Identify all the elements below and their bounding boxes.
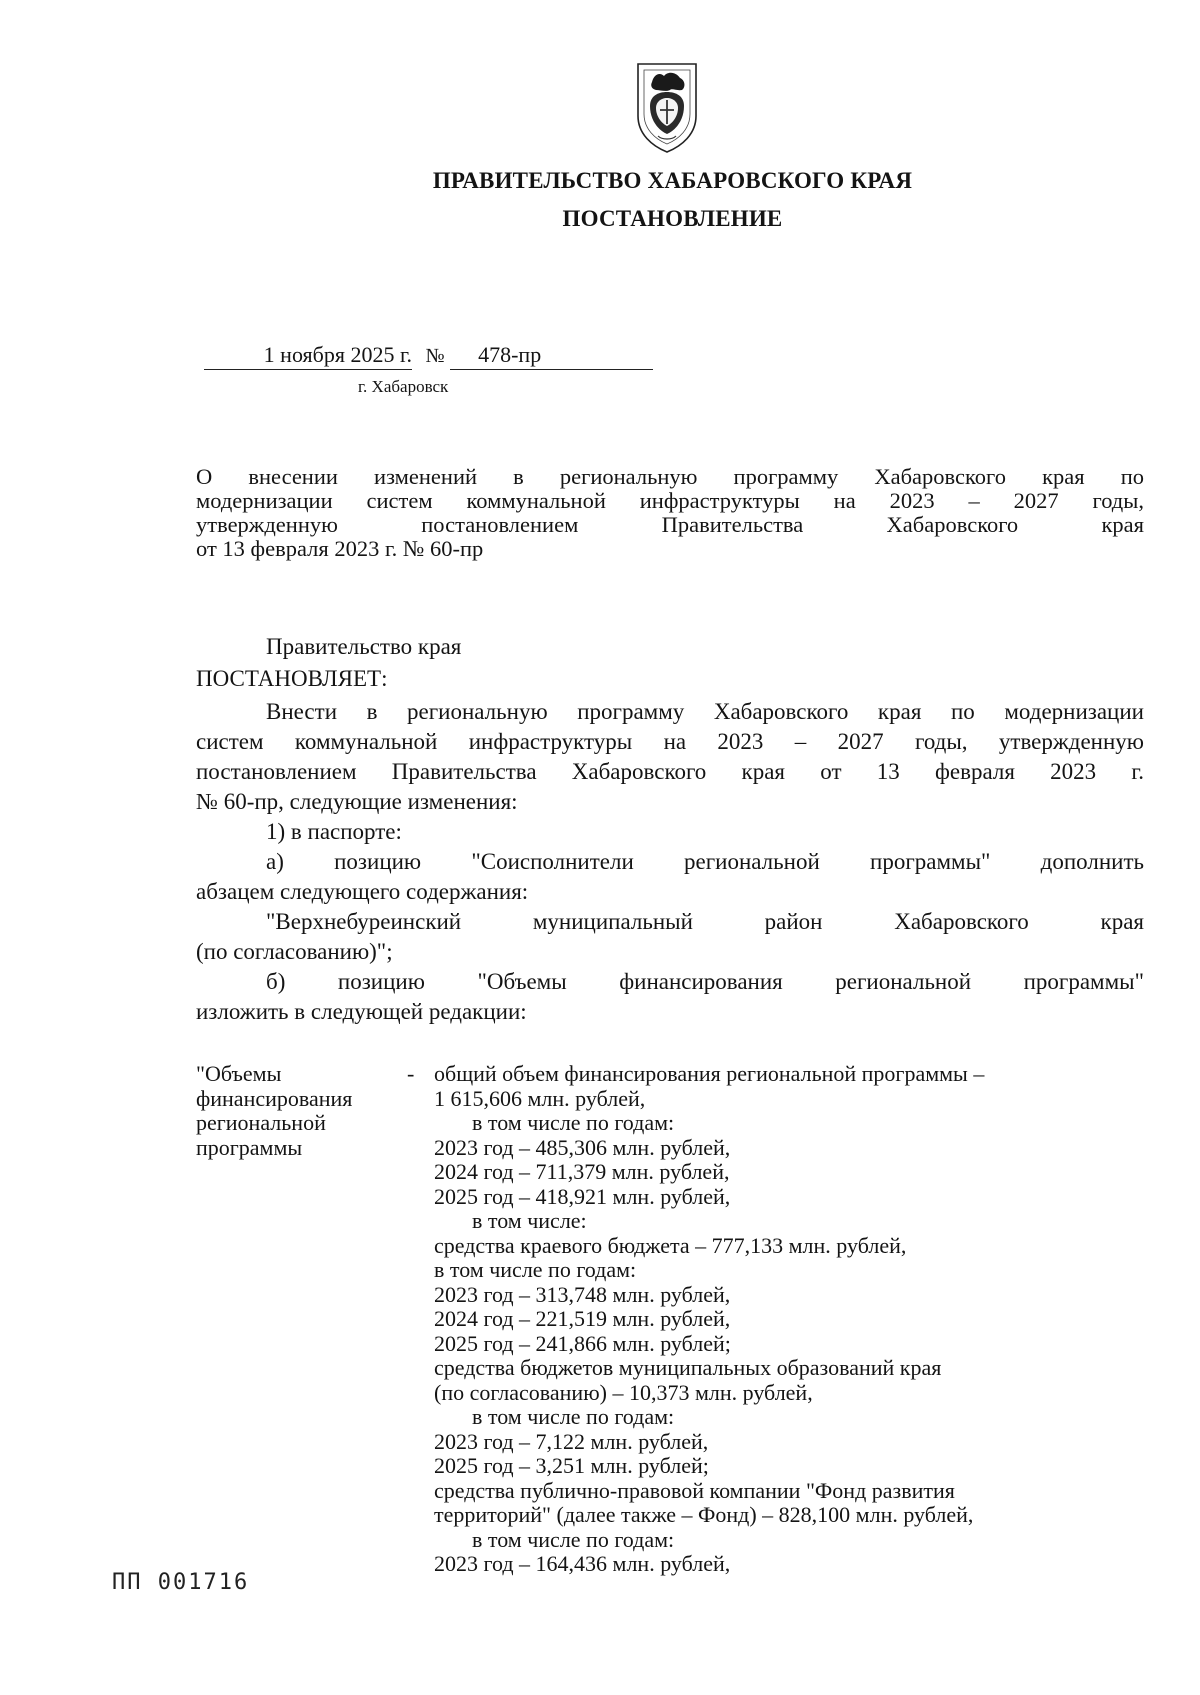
financing-line: 2025 год – 3,251 млн. рублей; — [434, 1453, 709, 1478]
document-date: 1 ноября 2025 г. — [204, 342, 412, 370]
document-type: ПОСТАНОВЛЕНИЕ — [562, 206, 783, 231]
financing-values — [434, 1062, 1154, 1577]
document-number: 478-пр — [450, 342, 653, 370]
body-line: систем коммунальной инфраструктуры на 2023 – 2027 годы, утвержденную — [196, 729, 1144, 754]
financing-line: 1 615,606 млн. рублей, — [434, 1085, 646, 1111]
financing-label — [196, 1062, 406, 1160]
financing-line: 2023 год – 7,122 млн. рублей, — [434, 1428, 709, 1454]
date-number-line — [204, 342, 653, 370]
preamble-decree: ПОСТАНОВЛЯЕТ: — [196, 666, 388, 691]
preamble-government: Правительство края — [266, 634, 462, 659]
financing-line: в том числе по годам: — [434, 1257, 637, 1282]
label-line: финансирования — [196, 1085, 353, 1111]
document-subject — [196, 465, 1144, 561]
financing-line: 2025 год – 418,921 млн. рублей, — [434, 1183, 731, 1209]
body-line: 1) в паспорте: — [266, 819, 402, 844]
financing-line: 2023 год – 164,436 млн. рублей, — [434, 1551, 731, 1576]
financing-line: в том числе: — [472, 1208, 587, 1233]
subject-line: от 13 февраля 2023 г. № 60-пр — [196, 536, 484, 561]
financing-line: 2023 год – 313,748 млн. рублей, — [434, 1281, 731, 1307]
subject-line: утвержденную постановлением Правительства Хабаровского края — [196, 512, 1144, 537]
body-line: изложить в следующей редакции: — [196, 999, 527, 1024]
body-line: № 60-пр, следующие изменения: — [196, 789, 518, 814]
financing-line: 2023 год – 485,306 млн. рублей, — [434, 1134, 731, 1160]
financing-line: общий объем финансирования региональной программы – — [434, 1061, 985, 1086]
subject-line: О внесении изменений в региональную программу Хабаровского края по — [196, 464, 1144, 489]
financing-line: территорий" (далее также – Фонд) – 828,100 млн. рублей, — [434, 1502, 974, 1527]
body-line: а) позицию "Соисполнители региональной программы" дополнить — [266, 849, 1144, 874]
coat-of-arms-icon — [630, 60, 704, 154]
body-line: Внести в региональную программу Хабаровского края по модернизации — [266, 699, 1144, 724]
financing-line: в том числе по годам: — [472, 1404, 675, 1429]
subject-line: модернизации систем коммунальной инфраструктуры на 2023 – 2027 годы, — [196, 488, 1144, 513]
body-line: б) позицию "Объемы финансирования региональной программы" — [266, 969, 1144, 994]
financing-dash: - — [407, 1061, 415, 1086]
financing-line: в том числе по годам: — [472, 1526, 675, 1552]
body-line: постановлением Правительства Хабаровского края от 13 февраля 2023 г. — [196, 759, 1144, 784]
decree-body — [196, 697, 1144, 1027]
financing-line: в том числе по годам: — [472, 1110, 675, 1135]
body-line: абзацем следующего содержания: — [196, 879, 529, 904]
form-serial-code: ПП 001716 — [112, 1570, 250, 1595]
financing-line: средства краевого бюджета – 777,133 млн. рублей, — [434, 1232, 907, 1258]
financing-line: средства публично-правовой компании "Фонд развития — [434, 1477, 955, 1503]
label-line: программы — [196, 1134, 303, 1160]
financing-line: (по согласованию) – 10,373 млн. рублей, — [434, 1379, 813, 1405]
financing-line: 2024 год – 221,519 млн. рублей, — [434, 1306, 731, 1331]
label-line: "Объемы — [196, 1061, 282, 1086]
body-line: "Верхнебуреинский муниципальный район Хабаровского края — [266, 909, 1144, 934]
document-city: г. Хабаровск — [358, 377, 449, 396]
financing-line: средства бюджетов муниципальных образований края — [434, 1355, 942, 1380]
body-line: (по согласованию)"; — [196, 939, 393, 964]
label-line: региональной — [196, 1110, 326, 1135]
number-sign: № — [425, 345, 445, 367]
government-title: ПРАВИТЕЛЬСТВО ХАБАРОВСКОГО КРАЯ — [432, 168, 913, 193]
financing-line: 2024 год – 711,379 млн. рублей, — [434, 1159, 730, 1184]
financing-line: 2025 год – 241,866 млн. рублей; — [434, 1330, 731, 1356]
